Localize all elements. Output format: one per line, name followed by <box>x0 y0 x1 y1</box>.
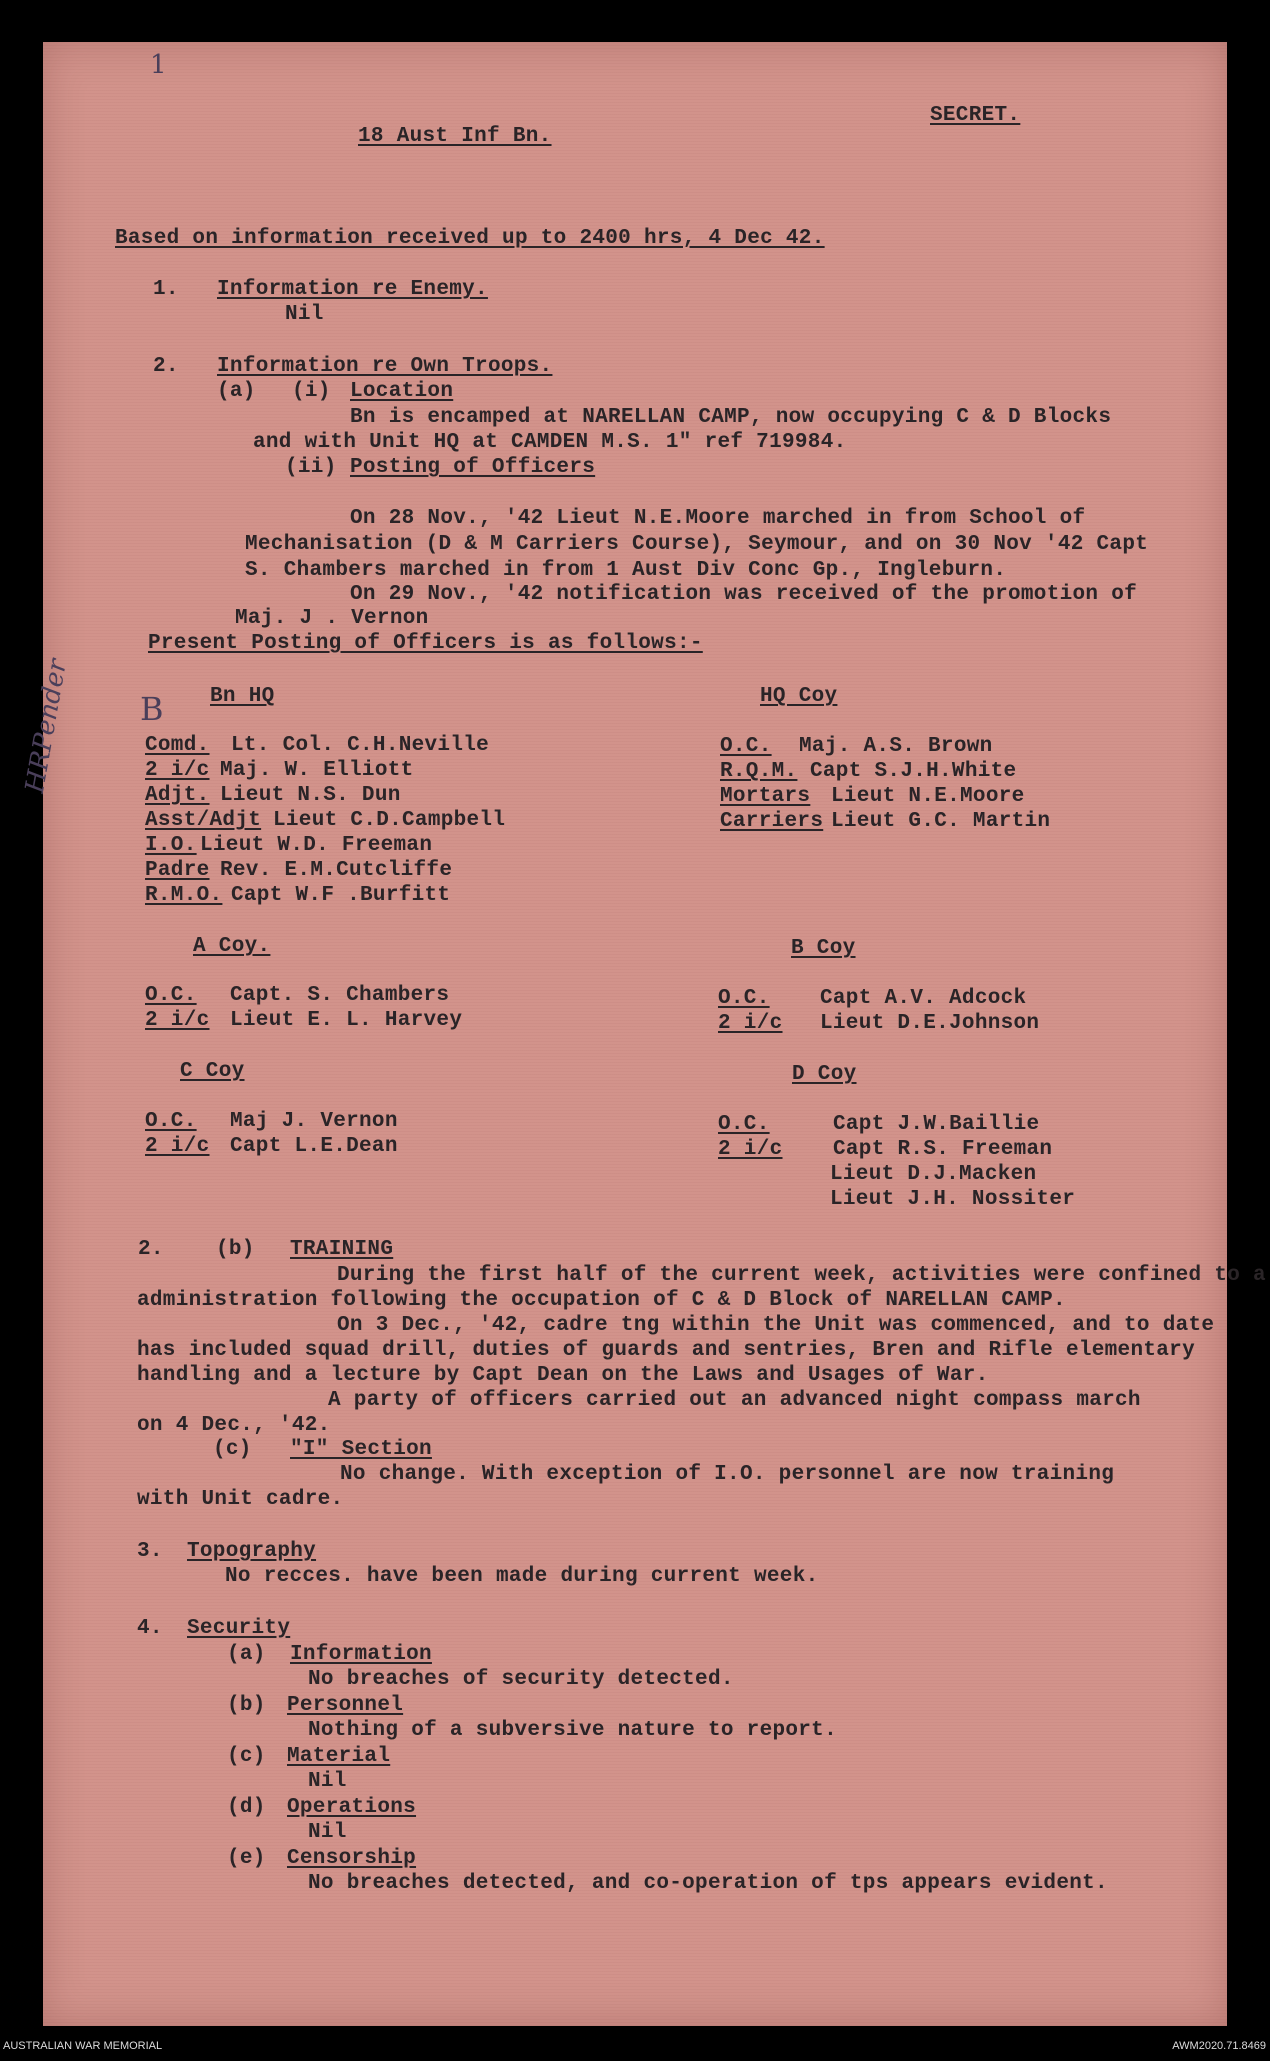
officer-name: Lieut D.E.Johnson <box>820 1012 1040 1035</box>
posting-line: Mechanisation (D & M Carriers Course), Seymour, and on 30 Nov '42 Capt <box>245 533 1149 556</box>
role-label: 2 i/c <box>145 1135 210 1158</box>
role-label: I.O. <box>145 834 197 857</box>
location-title: Location <box>350 380 454 403</box>
security-item-body: Nil <box>308 1770 347 1793</box>
present-posting-heading: Present Posting of Officers is as follows:- <box>148 632 703 655</box>
b-coy-title: B Coy <box>791 937 856 960</box>
section-2-title: Information re Own Troops. <box>217 355 553 378</box>
i-section-line: No change. With exception of I.O. personnel are now training <box>340 1463 1115 1486</box>
footer-archive: AUSTRALIAN WAR MEMORIAL <box>3 2040 163 2052</box>
footer-accession: AWM2020.71.8469 <box>1172 2040 1266 2052</box>
security-item-label: (c) <box>227 1745 266 1768</box>
officer-name: Rev. E.M.Cutcliffe <box>220 859 453 882</box>
posting-line: S. Chambers marched in from 1 Aust Div Conc Gp., Ingleburn. <box>245 559 1007 582</box>
training-line: has included squad drill, duties of guards and sentries, Bren and Rifle elementary <box>137 1339 1195 1362</box>
d-coy-title: D Coy <box>792 1063 857 1086</box>
security-item-title: Material <box>287 1745 391 1768</box>
location-line: Bn is encamped at NARELLAN CAMP, now occupying C & D Blocks <box>350 406 1112 429</box>
officer-name: Lieut G.C. Martin <box>831 810 1051 833</box>
a-coy-title: A Coy. <box>193 935 271 958</box>
section-3-body: No recces. have been made during current week. <box>225 1565 819 1588</box>
security-item-label: (a) <box>227 1643 266 1666</box>
security-item-label: (d) <box>227 1796 266 1819</box>
security-item-title: Operations <box>287 1796 417 1819</box>
posting-title: Posting of Officers <box>350 456 596 479</box>
posting-line: Maj. J . Vernon <box>235 607 429 630</box>
margin-signature: HRPender <box>20 656 74 796</box>
role-label: R.Q.M. <box>720 760 798 783</box>
officer-name: Lieut W.D. Freeman <box>200 834 433 857</box>
role-label: Asst/Adjt <box>145 809 262 832</box>
security-item-body: No breaches detected, and co-operation of tps appears evident. <box>308 1872 1108 1895</box>
officer-name: Capt L.E.Dean <box>230 1135 398 1158</box>
classification: SECRET. <box>930 104 1021 127</box>
role-label: O.C. <box>718 1113 770 1136</box>
role-label: 2 i/c <box>718 1012 783 1035</box>
label-a: (a) <box>217 380 256 403</box>
training-line: on 4 Dec., '42. <box>137 1414 331 1437</box>
role-label: 2 i/c <box>145 1009 210 1032</box>
officer-name: Capt. S. Chambers <box>230 984 450 1007</box>
training-line: handling and a lecture by Capt Dean on the Laws and Usages of War. <box>137 1364 989 1387</box>
role-label: O.C. <box>718 987 770 1010</box>
role-label: Carriers <box>720 810 824 833</box>
officer-name: Lieut N.E.Moore <box>831 785 1025 808</box>
posting-line: On 28 Nov., '42 Lieut N.E.Moore marched in from School of <box>350 507 1086 530</box>
officer-name: Capt R.S. Freeman <box>833 1138 1053 1161</box>
i-section-line: with Unit cadre. <box>137 1488 344 1511</box>
role-label: O.C. <box>145 984 197 1007</box>
officer-name: Lieut C.D.Campbell <box>273 809 506 832</box>
section-3-title: Topography <box>187 1540 317 1563</box>
label-ii: (ii) <box>285 456 337 479</box>
officer-name: Lieut N.S. Dun <box>220 784 401 807</box>
section-1-body: Nil <box>285 303 324 326</box>
posting-line: On 29 Nov., '42 notification was received of the promotion of <box>350 583 1138 606</box>
c-coy-title: C Coy <box>180 1060 245 1083</box>
section-1-title: Information re Enemy. <box>217 278 488 301</box>
officer-name: Capt W.F .Burfitt <box>231 884 451 907</box>
security-item-title: Personnel <box>287 1694 404 1717</box>
based-on-line: Based on information received up to 2400 hrs, 4 Dec 42. <box>115 227 825 250</box>
section-4-number: 4. <box>137 1617 163 1640</box>
officer-name: Lieut D.J.Macken <box>830 1163 1037 1186</box>
officer-name: Capt A.V. Adcock <box>820 987 1027 1010</box>
security-item-body: Nothing of a subversive nature to report. <box>308 1719 837 1742</box>
bn-hq-title: Bn HQ <box>210 685 275 708</box>
unit-title: 18 Aust Inf Bn. <box>358 125 552 148</box>
i-section-label: (c) <box>213 1438 252 1461</box>
security-item-body: No breaches of security detected. <box>308 1668 734 1691</box>
role-label: O.C. <box>145 1110 197 1133</box>
training-line: During the first half of the current week, activities were confined to a <box>337 1264 1266 1287</box>
officer-name: Maj J. Vernon <box>230 1110 398 1133</box>
officer-name: Capt S.J.H.White <box>810 760 1017 783</box>
role-label: R.M.O. <box>145 884 223 907</box>
role-label: Padre <box>145 859 210 882</box>
hq-coy-title: HQ Coy <box>760 685 838 708</box>
training-title: TRAINING <box>290 1238 394 1261</box>
training-line: administration following the occupation of C & D Block of NARELLAN CAMP. <box>137 1289 1066 1312</box>
officer-name: Lt. Col. C.H.Neville <box>231 734 490 757</box>
section-1-number: 1. <box>153 278 179 301</box>
training-line: On 3 Dec., '42, cadre tng within the Unit was commenced, and to date <box>337 1314 1215 1337</box>
officer-name: Maj. W. Elliott <box>220 759 414 782</box>
margin-letter: B <box>140 690 164 728</box>
role-label: Comd. <box>145 734 210 757</box>
security-item-label: (e) <box>227 1847 266 1870</box>
location-line: and with Unit HQ at CAMDEN M.S. 1" ref 719984. <box>253 431 847 454</box>
i-section-title: "I" Section <box>290 1438 432 1461</box>
security-item-body: Nil <box>308 1821 347 1844</box>
role-label: 2 i/c <box>145 759 210 782</box>
security-item-label: (b) <box>227 1694 266 1717</box>
training-number: 2. <box>138 1238 164 1261</box>
page-mark: 1 <box>150 50 167 80</box>
training-label: (b) <box>216 1238 255 1261</box>
role-label: O.C. <box>720 735 772 758</box>
officer-name: Capt J.W.Baillie <box>833 1113 1040 1136</box>
role-label: 2 i/c <box>718 1138 783 1161</box>
section-2-number: 2. <box>153 355 179 378</box>
role-label: Mortars <box>720 785 811 808</box>
section-4-title: Security <box>187 1617 291 1640</box>
officer-name: Lieut J.H. Nossiter <box>830 1188 1076 1211</box>
section-3-number: 3. <box>137 1540 163 1563</box>
officer-name: Lieut E. L. Harvey <box>230 1009 463 1032</box>
security-item-title: Information <box>290 1643 432 1666</box>
security-item-title: Censorship <box>287 1847 417 1870</box>
officer-name: Maj. A.S. Brown <box>799 735 993 758</box>
role-label: Adjt. <box>145 784 210 807</box>
training-line: A party of officers carried out an advanced night compass march <box>328 1389 1141 1412</box>
label-i: (i) <box>292 380 331 403</box>
